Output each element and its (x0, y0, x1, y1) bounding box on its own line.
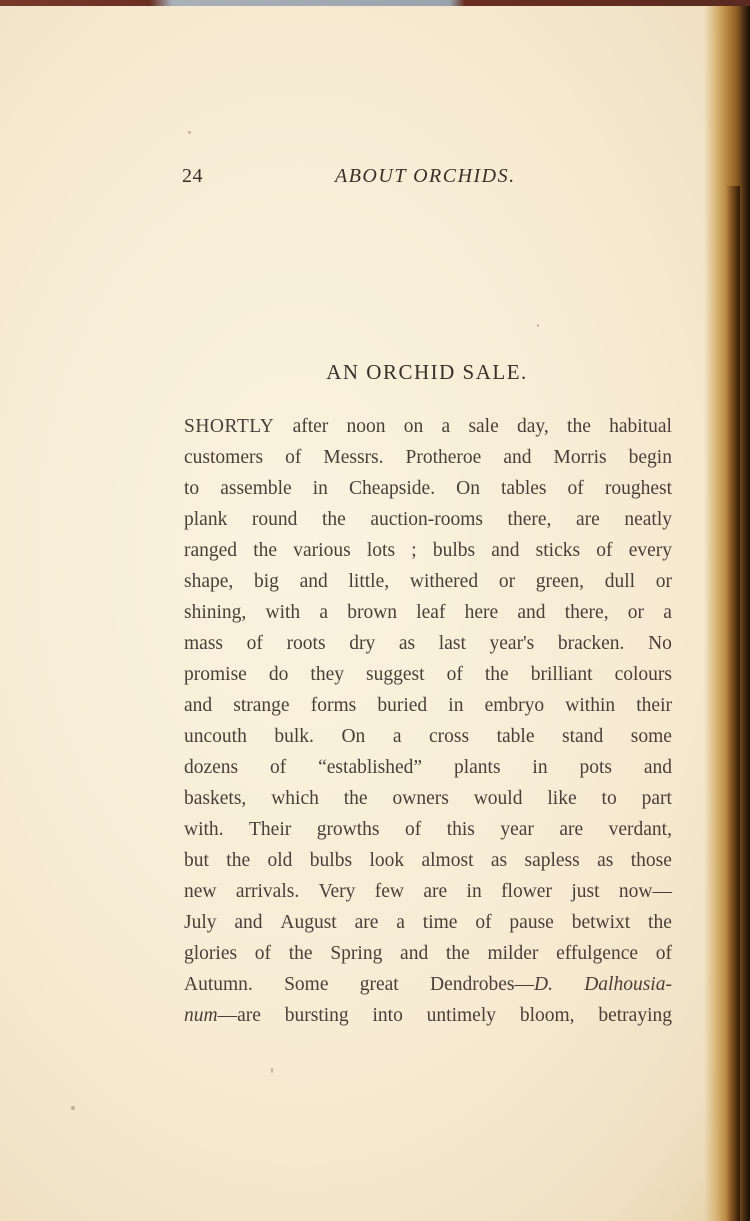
word: leaf (416, 602, 446, 623)
text-line (184, 659, 672, 690)
word: sale (468, 416, 499, 437)
text-line (184, 566, 672, 597)
word: great (359, 974, 399, 995)
word: a (441, 416, 451, 437)
word: the (567, 416, 591, 437)
word: ranged (184, 540, 238, 561)
word: of (270, 757, 287, 778)
word: day, (517, 416, 549, 437)
word: or (627, 602, 645, 623)
word: Very (318, 881, 356, 902)
word: On (341, 726, 366, 747)
word: withered (409, 571, 479, 592)
word: plants (453, 757, 501, 778)
word: roughest (604, 478, 672, 499)
word: Morris (553, 447, 607, 468)
word: as (398, 633, 416, 654)
word: table (496, 726, 535, 747)
word: brown (347, 602, 398, 623)
word: and (299, 571, 328, 592)
word: Spring (330, 943, 383, 964)
section-title: AN ORCHID SALE. (326, 360, 528, 384)
word: of (285, 447, 302, 468)
word: of (446, 664, 463, 685)
text-line (184, 907, 672, 938)
word: flower (501, 881, 552, 902)
text-line (184, 876, 672, 907)
word: growths (316, 819, 380, 840)
word: look (369, 850, 405, 871)
word: Some (284, 974, 329, 995)
word: num—are (184, 1005, 261, 1026)
word: No (648, 633, 672, 654)
word: last (438, 633, 466, 654)
word: and (234, 912, 263, 933)
word: bulbs (309, 850, 353, 871)
word: as (597, 850, 614, 871)
word: would (473, 788, 523, 809)
word: which (271, 788, 319, 809)
word: milder (487, 943, 539, 964)
word: bloom, (519, 1005, 575, 1026)
word: after (292, 416, 329, 437)
word: ; (411, 540, 417, 561)
text-line (184, 504, 672, 535)
word: Dalhousia- (584, 974, 672, 995)
word: a (663, 602, 672, 623)
word: shining, (184, 602, 247, 623)
word: suggest (366, 664, 425, 685)
text-line (184, 969, 672, 1000)
paper-speck (71, 1106, 75, 1110)
text-line (184, 721, 672, 752)
word: betraying (598, 1005, 672, 1026)
text-line (184, 473, 672, 504)
word: of (475, 912, 492, 933)
word: within (565, 695, 616, 716)
word: Dendrobes—D. (430, 974, 553, 995)
word: of (596, 540, 613, 561)
word: Cheapside. (348, 478, 436, 499)
word: bulk. (274, 726, 314, 747)
word: pots (579, 757, 612, 778)
word: and (184, 695, 213, 716)
text-line (184, 628, 672, 659)
word: the (445, 943, 470, 964)
word: as (490, 850, 508, 871)
word: effulgence (556, 943, 639, 964)
spine-edge (726, 186, 740, 1221)
word: strange (233, 695, 290, 716)
text-line (184, 411, 672, 442)
word: are (575, 509, 600, 530)
word: in (466, 881, 482, 902)
word: dozens (184, 757, 239, 778)
running-head: ABOUT ORCHIDS. (335, 165, 516, 187)
word: of (254, 943, 272, 964)
word: sapless (524, 850, 580, 871)
word: round (251, 509, 298, 530)
word: or (498, 571, 516, 592)
word: part (641, 788, 672, 809)
word: shape, (184, 571, 234, 592)
word: and (643, 757, 672, 778)
word: a (396, 912, 405, 933)
text-line (184, 783, 672, 814)
word: Autumn. (184, 974, 253, 995)
word: neatly (624, 509, 672, 530)
word: now— (618, 881, 672, 902)
word: the (648, 912, 672, 933)
word: a (319, 602, 329, 623)
word: and (400, 943, 429, 964)
word: old (267, 850, 293, 871)
word: bulbs (432, 540, 476, 561)
text-line (184, 845, 672, 876)
word: in (448, 695, 464, 716)
word: dry (349, 633, 376, 654)
book-page (0, 6, 750, 1221)
word: those (630, 850, 672, 871)
text-line (184, 535, 672, 566)
word: habitual (609, 416, 672, 437)
word: are (559, 819, 584, 840)
word: are (423, 881, 448, 902)
word: “established” (318, 757, 423, 778)
word: cross (429, 726, 470, 747)
word: promise (184, 664, 247, 685)
word: July (184, 912, 217, 933)
word: August (280, 912, 337, 933)
word: bursting (284, 1005, 349, 1026)
word: with. (184, 819, 224, 840)
word: like (547, 788, 577, 809)
word: brilliant (530, 664, 593, 685)
word: mass (184, 633, 223, 654)
page-number: 24 (182, 165, 203, 187)
word: tables (501, 478, 547, 499)
word: plank (184, 509, 228, 530)
word: begin (628, 447, 672, 468)
word: there, (507, 509, 552, 530)
word: sticks (535, 540, 581, 561)
word: and (503, 447, 532, 468)
word: of (655, 943, 672, 964)
word: untimely (426, 1005, 496, 1026)
word: the (253, 540, 278, 561)
word: here (464, 602, 499, 623)
word: almost (421, 850, 474, 871)
word: just (571, 881, 600, 902)
word: baskets, (184, 788, 247, 809)
word: this (446, 819, 475, 840)
word: pause (509, 912, 554, 933)
paper-speck (537, 324, 539, 327)
word: but (184, 850, 209, 871)
word: assemble (220, 478, 292, 499)
word: in (532, 757, 548, 778)
word: year's (489, 633, 535, 654)
word: noon (346, 416, 386, 437)
text-line (184, 442, 672, 473)
word: a (392, 726, 402, 747)
text-line (184, 814, 672, 845)
word: on (403, 416, 424, 437)
word: year (500, 819, 534, 840)
word: and (517, 602, 546, 623)
word: glories (184, 943, 238, 964)
word: the (343, 788, 368, 809)
word: embryo (484, 695, 545, 716)
word: On (456, 478, 480, 499)
word: new (184, 881, 217, 902)
word: with (265, 602, 301, 623)
word: colours (614, 664, 672, 685)
word: auction-rooms (370, 509, 483, 530)
word: their (636, 695, 672, 716)
paper-speck (271, 1068, 273, 1073)
word: buried (377, 695, 428, 716)
word: of (404, 819, 422, 840)
word: are (354, 912, 379, 933)
word: forms (310, 695, 357, 716)
word: Messrs. (323, 447, 384, 468)
word: Protheroe (405, 447, 482, 468)
word: dull (604, 571, 636, 592)
page-header (182, 161, 672, 191)
word: the (226, 850, 251, 871)
word: some (630, 726, 672, 747)
body-text (184, 411, 672, 1031)
word: customers (184, 447, 264, 468)
text-line (184, 938, 672, 969)
word: uncouth (184, 726, 247, 747)
word: owners (392, 788, 449, 809)
word: do (268, 664, 289, 685)
text-line (184, 752, 672, 783)
word: green, (535, 571, 584, 592)
word: time (422, 912, 458, 933)
word: into (372, 1005, 403, 1026)
text-line (184, 1000, 672, 1031)
word: the (321, 509, 346, 530)
word: arrivals. (235, 881, 300, 902)
word: various (293, 540, 351, 561)
word: of (246, 633, 263, 654)
word: Their (249, 819, 292, 840)
word: to (601, 788, 617, 809)
word: of (567, 478, 584, 499)
word: bracken. (557, 633, 625, 654)
paper-speck (188, 131, 191, 134)
word: every (628, 540, 672, 561)
text-line (184, 597, 672, 628)
word: big (254, 571, 279, 592)
word: stand (562, 726, 604, 747)
word: they (310, 664, 344, 685)
word: or (655, 571, 672, 592)
word: roots (286, 633, 326, 654)
word: lots (366, 540, 396, 561)
word: and (491, 540, 520, 561)
text-line (184, 690, 672, 721)
word: the (288, 943, 313, 964)
word: there, (564, 602, 609, 623)
word: betwixt (571, 912, 631, 933)
word: verdant, (608, 819, 672, 840)
word: to (184, 478, 200, 499)
word: the (484, 664, 509, 685)
word: SHORTLY (184, 416, 275, 437)
word: little, (348, 571, 390, 592)
word: in (312, 478, 328, 499)
word: few (374, 881, 404, 902)
